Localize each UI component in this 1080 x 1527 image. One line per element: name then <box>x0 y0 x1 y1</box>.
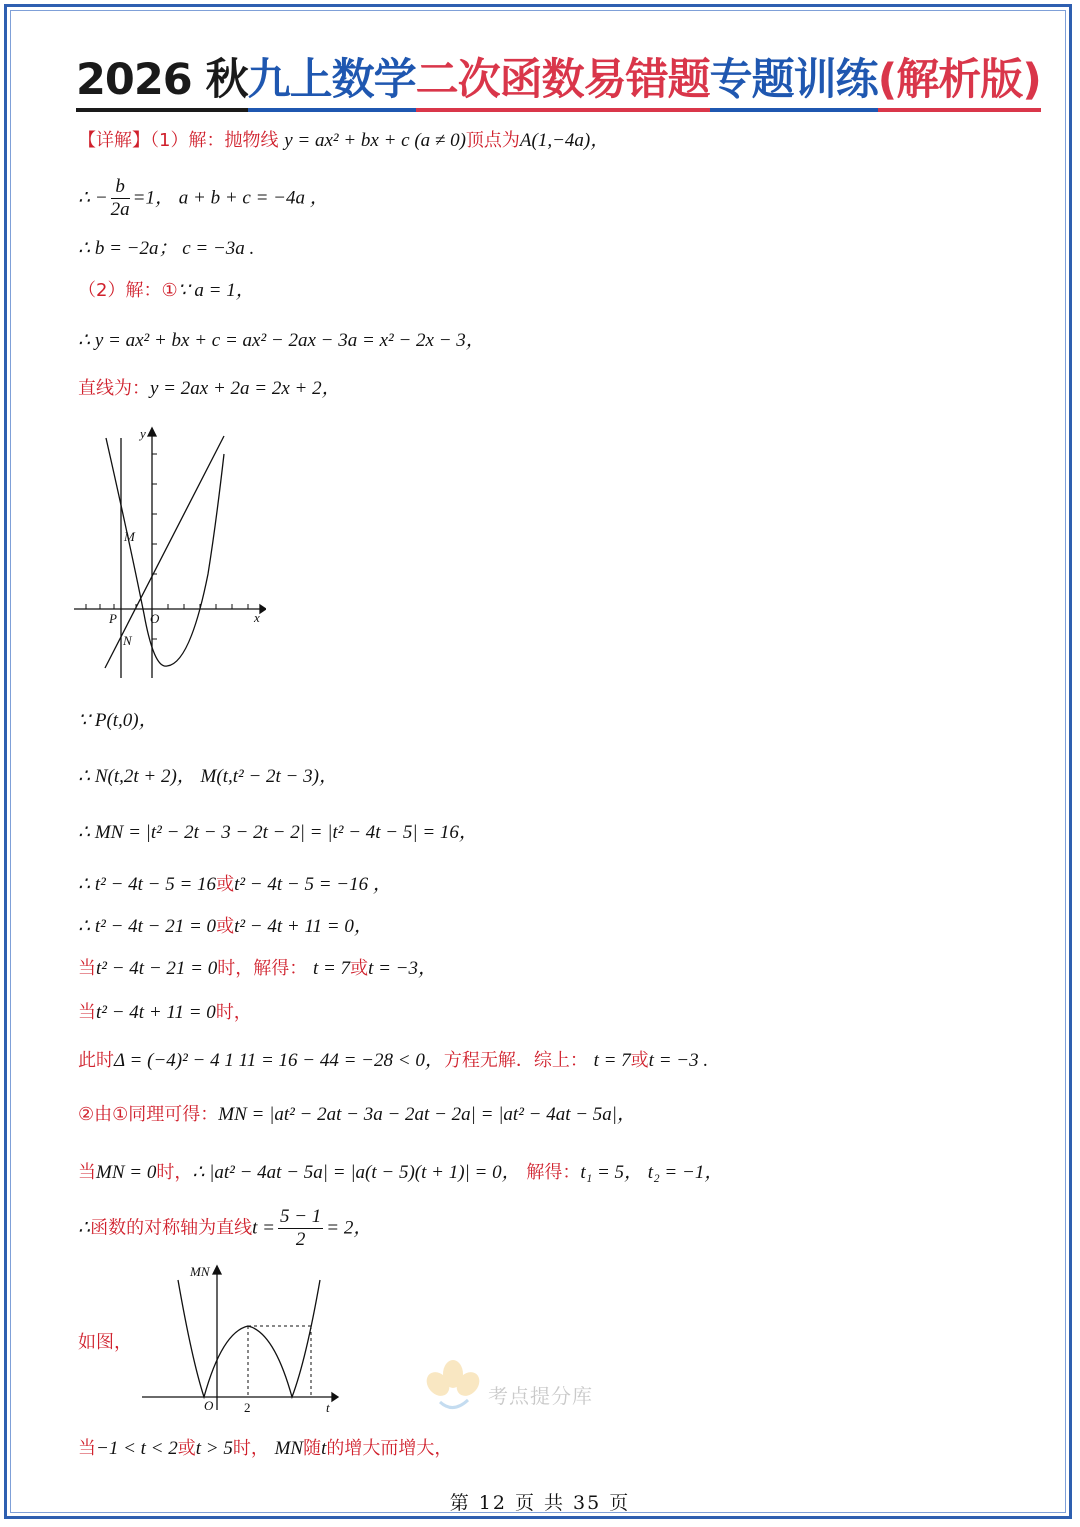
x-axis-arrow <box>260 605 266 613</box>
mn-expression: MN = |at² − 2at − 3a − 2at − 2a| = |at² − 4at − 5a|， <box>218 1104 637 1125</box>
page-footer: 第 12 页 共 35 页 <box>449 1492 631 1514</box>
no-solution-text: 方程无解．综上： <box>443 1050 588 1071</box>
axis-value: = 2， <box>326 1217 373 1239</box>
x-axis-label: x <box>254 610 260 625</box>
when-text: 当 <box>78 1162 96 1183</box>
equation: t² − 4t − 21 = 0 <box>96 958 218 979</box>
point-p-label: P <box>109 611 117 626</box>
origin-label: O <box>204 1398 214 1413</box>
watermark-text: 考点提分库 <box>488 1384 593 1408</box>
axis-fraction <box>111 176 130 221</box>
with-text: 随 <box>303 1438 322 1459</box>
final-t7: t = 7 <box>593 1050 631 1071</box>
solution-line-7: ∵ P(t,0)， <box>78 710 158 731</box>
figure-parabola-line-graph <box>74 424 266 682</box>
title-training: 专题训练 <box>710 52 878 112</box>
tick-2-label: 2 <box>244 1400 251 1415</box>
detail-tag: 【详解】 <box>78 130 150 151</box>
title-year: 2026 秋 <box>76 52 248 112</box>
t-axis-arrow <box>332 1393 338 1401</box>
or-text: 或 <box>350 958 369 979</box>
final-t-3: t = −3 . <box>648 1050 709 1071</box>
fraction-numerator: b <box>111 176 130 199</box>
solution-line-16 <box>78 1160 723 1186</box>
discriminant: Δ = (−4)² − 4 1 11 = 16 − 44 = −28 < 0， <box>114 1050 444 1071</box>
mn-zero: MN = 0 <box>96 1162 157 1183</box>
solution-line-1 <box>78 128 609 154</box>
title-topic: 二次函数易错题 <box>416 52 710 112</box>
when-text: 当 <box>78 958 96 979</box>
mn-axis-arrow <box>213 1266 221 1274</box>
time-text: 时， <box>215 1002 252 1023</box>
equation-case-a: ∴ t² − 4t − 21 = 0 <box>78 916 217 937</box>
or-text: 或 <box>177 1438 196 1459</box>
interval-2: t > 5 <box>195 1438 233 1459</box>
t-symbol: t <box>321 1438 327 1459</box>
as-shown-text: 如图， <box>78 1332 132 1353</box>
solution-line-17 <box>78 1206 372 1251</box>
solution-line-8: ∴ N(t,2t + 2)， M(t,t² − 2t − 3)， <box>78 766 338 787</box>
solve-text: 时，解得： <box>217 958 308 979</box>
vertex-point: A(1,−4a)， <box>519 130 610 151</box>
fraction-numerator: 5 − 1 <box>279 1206 322 1227</box>
title-grade: 九上数学 <box>248 52 416 112</box>
part1-intro: （1）解：抛物线 <box>150 130 279 151</box>
solution-line-12 <box>78 956 437 982</box>
a-value: ∵ a = 1， <box>177 280 255 301</box>
watermark <box>418 1356 638 1422</box>
at-this-time-text: 此时 <box>78 1050 114 1071</box>
figure-mn-graph <box>140 1260 340 1420</box>
solution-line-15 <box>78 1102 636 1128</box>
page-title <box>76 52 1041 112</box>
fraction-denominator: 2 <box>295 1229 306 1250</box>
solution-line-6 <box>78 376 341 402</box>
time-text: 时， <box>156 1162 193 1183</box>
or-text: 或 <box>216 874 235 895</box>
equation-case-b: t² − 4t + 11 = 0， <box>234 916 373 937</box>
part2-intro: （2）解：① <box>78 280 178 301</box>
solution-t7: t = 7 <box>312 958 351 979</box>
equation-case-a: ∴ t² − 4t − 5 = 16 <box>78 874 217 895</box>
solution-line-3: ∴ b = −2a； c = −3a . <box>78 238 255 259</box>
when-text: 当 <box>78 1438 96 1459</box>
solution-line-14 <box>78 1048 708 1074</box>
line-equation: y = 2ax + 2a = 2x + 2， <box>150 378 341 399</box>
axis-equation: =1， a + b + c = −4a ， <box>132 187 329 209</box>
solution-line-4 <box>78 278 255 304</box>
or-text: 或 <box>216 916 235 937</box>
vertex-text: 顶点为 <box>465 130 520 151</box>
time-text: 时， <box>232 1438 269 1459</box>
roots: t₁ = 5， t₂ = −1， <box>580 1162 724 1183</box>
therefore-symbol: ∴ <box>78 1217 91 1239</box>
when-text: 当 <box>78 1002 96 1023</box>
watermark-flower-icon <box>418 1356 488 1422</box>
y-axis-arrow <box>148 428 156 436</box>
interval-1: −1 < t < 2 <box>96 1438 178 1459</box>
axis-prefix: ∴ − <box>78 187 108 209</box>
line-label: 直线为： <box>78 378 150 399</box>
factored-equation: ∴ |at² − 4at − 5a| = |a(t − 5)(t + 1)| = 0， <box>192 1162 521 1183</box>
or-text: 或 <box>630 1050 649 1071</box>
similarly-text: ②由①同理可得： <box>78 1104 219 1125</box>
mn-curve <box>178 1280 320 1397</box>
t-equals: t = <box>252 1217 275 1239</box>
increasing-text: 的增大而增大， <box>326 1438 453 1459</box>
solution-line-13 <box>78 1000 252 1026</box>
title-version: (解析版) <box>878 52 1041 112</box>
t-axis-label: t <box>326 1400 330 1415</box>
axis-text: 函数的对称轴为直线 <box>90 1217 253 1239</box>
point-m-label: M <box>124 529 135 544</box>
solution-line-18 <box>78 1330 132 1356</box>
axis-fraction <box>278 1206 323 1251</box>
solution-line-19 <box>78 1436 452 1462</box>
x-axis-ticks <box>86 604 248 609</box>
y-axis-label: y <box>140 426 146 441</box>
solution-line-10 <box>78 872 392 898</box>
solution-line-9: ∴ MN = |t² − 2t − 3 − 2t − 2| = |t² − 4t − 5| = 16， <box>78 822 478 843</box>
solution-line-2 <box>78 176 329 221</box>
solution-t-3: t = −3， <box>368 958 437 979</box>
equation-case-b: t² − 4t − 5 = −16 ， <box>234 874 392 895</box>
mn-axis-label: MN <box>190 1264 210 1279</box>
origin-label: O <box>150 611 160 626</box>
equation: t² − 4t + 11 = 0 <box>96 1002 216 1023</box>
point-n-label: N <box>123 633 132 648</box>
solve-text: 解得： <box>526 1162 581 1183</box>
fraction-denominator: 2a <box>110 199 130 220</box>
solution-line-11 <box>78 914 373 940</box>
solution-line-5: ∴ y = ax² + bx + c = ax² − 2ax − 3a = x² − 2x − 3， <box>78 330 485 351</box>
parabola-equation: y = ax² + bx + c (a ≠ 0) <box>284 130 466 151</box>
mn-symbol: MN <box>274 1438 304 1459</box>
